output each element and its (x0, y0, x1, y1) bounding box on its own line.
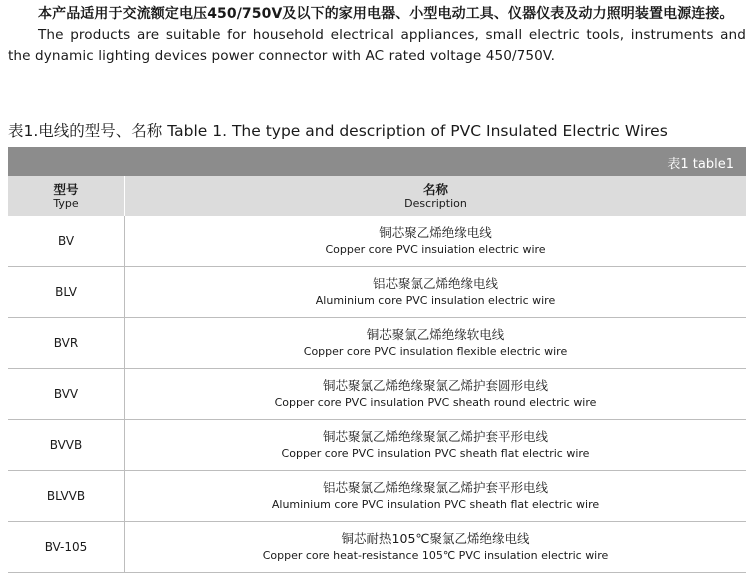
header-type-en: Type (53, 197, 79, 210)
row-description (125, 216, 746, 266)
table-label: 表1 table1 (667, 157, 734, 172)
table-row (8, 369, 746, 420)
header-description (125, 183, 746, 211)
intro-text-zh: 本产品适用于交流额定电压450/750V及以下的家用电器、小型电动工具、仪器仪表及动力照明装置电源连接。 (38, 6, 734, 22)
table-row (8, 267, 746, 318)
row-desc-zh: 铜芯聚氯乙烯绝缘聚氯乙烯护套圆形电线 (322, 378, 548, 393)
table-row (8, 522, 746, 573)
row-type: BV-105 (44, 540, 88, 554)
row-description (125, 267, 746, 317)
row-desc-en: Copper core PVC insuiation electric wire (325, 243, 546, 256)
row-desc-en: Aluminium core PVC insulation PVC sheath flat electric wire (271, 498, 600, 511)
row-description (125, 420, 746, 470)
row-description (125, 318, 746, 368)
row-desc-en: Copper core PVC insulation PVC sheath flat electric wire (281, 447, 590, 460)
table-title-bar (8, 147, 746, 176)
header-type-zh: 型号 (53, 182, 79, 197)
header-desc-zh: 名称 (422, 182, 448, 197)
row-desc-zh: 铝芯聚氯乙烯绝缘电线 (372, 276, 498, 291)
intro-paragraph (8, 4, 746, 67)
row-desc-en: Copper core PVC insulation PVC sheath round electric wire (274, 396, 597, 409)
row-type: BVVB (49, 438, 83, 452)
row-description (125, 471, 746, 521)
row-desc-zh: 铜芯耐热105℃聚氯乙烯绝缘电线 (341, 531, 530, 546)
row-description (125, 369, 746, 419)
row-desc-zh: 铝芯聚氯乙烯绝缘聚氯乙烯护套平形电线 (322, 480, 548, 495)
row-type: BLV (55, 285, 77, 299)
row-desc-zh: 铜芯聚氯乙烯绝缘聚氯乙烯护套平形电线 (322, 429, 548, 444)
table-row (8, 420, 746, 471)
row-desc-zh: 铜芯聚氯乙烯绝缘软电线 (366, 327, 505, 342)
row-type: BLVVB (46, 489, 86, 503)
row-type: BV (57, 234, 75, 248)
row-description (125, 522, 746, 572)
row-type: BVR (53, 336, 79, 350)
table-row (8, 216, 746, 267)
header-desc-en: Description (404, 197, 467, 210)
row-type: BVV (53, 387, 79, 401)
row-desc-zh: 铜芯聚乙烯绝缘电线 (379, 225, 492, 240)
intro-text-en: The products are suitable for household electrical appliances, small electric tools, instruments and the dynamic lighting devices power connector with AC rated voltage 450/750V. (8, 27, 746, 64)
table-row (8, 471, 746, 522)
row-desc-en: Copper core heat-resistance 105℃ PVC insulation electric wire (262, 549, 609, 562)
table-row (8, 318, 746, 369)
table-caption: 表1.电线的型号、名称 Table 1. The type and description of PVC Insulated Electric Wires (8, 122, 668, 140)
table-body (8, 216, 746, 573)
table-header (8, 176, 746, 216)
row-desc-en: Copper core PVC insulation flexible electric wire (303, 345, 568, 358)
row-desc-en: Aluminium core PVC insulation electric wire (315, 294, 556, 307)
header-type (8, 183, 124, 211)
